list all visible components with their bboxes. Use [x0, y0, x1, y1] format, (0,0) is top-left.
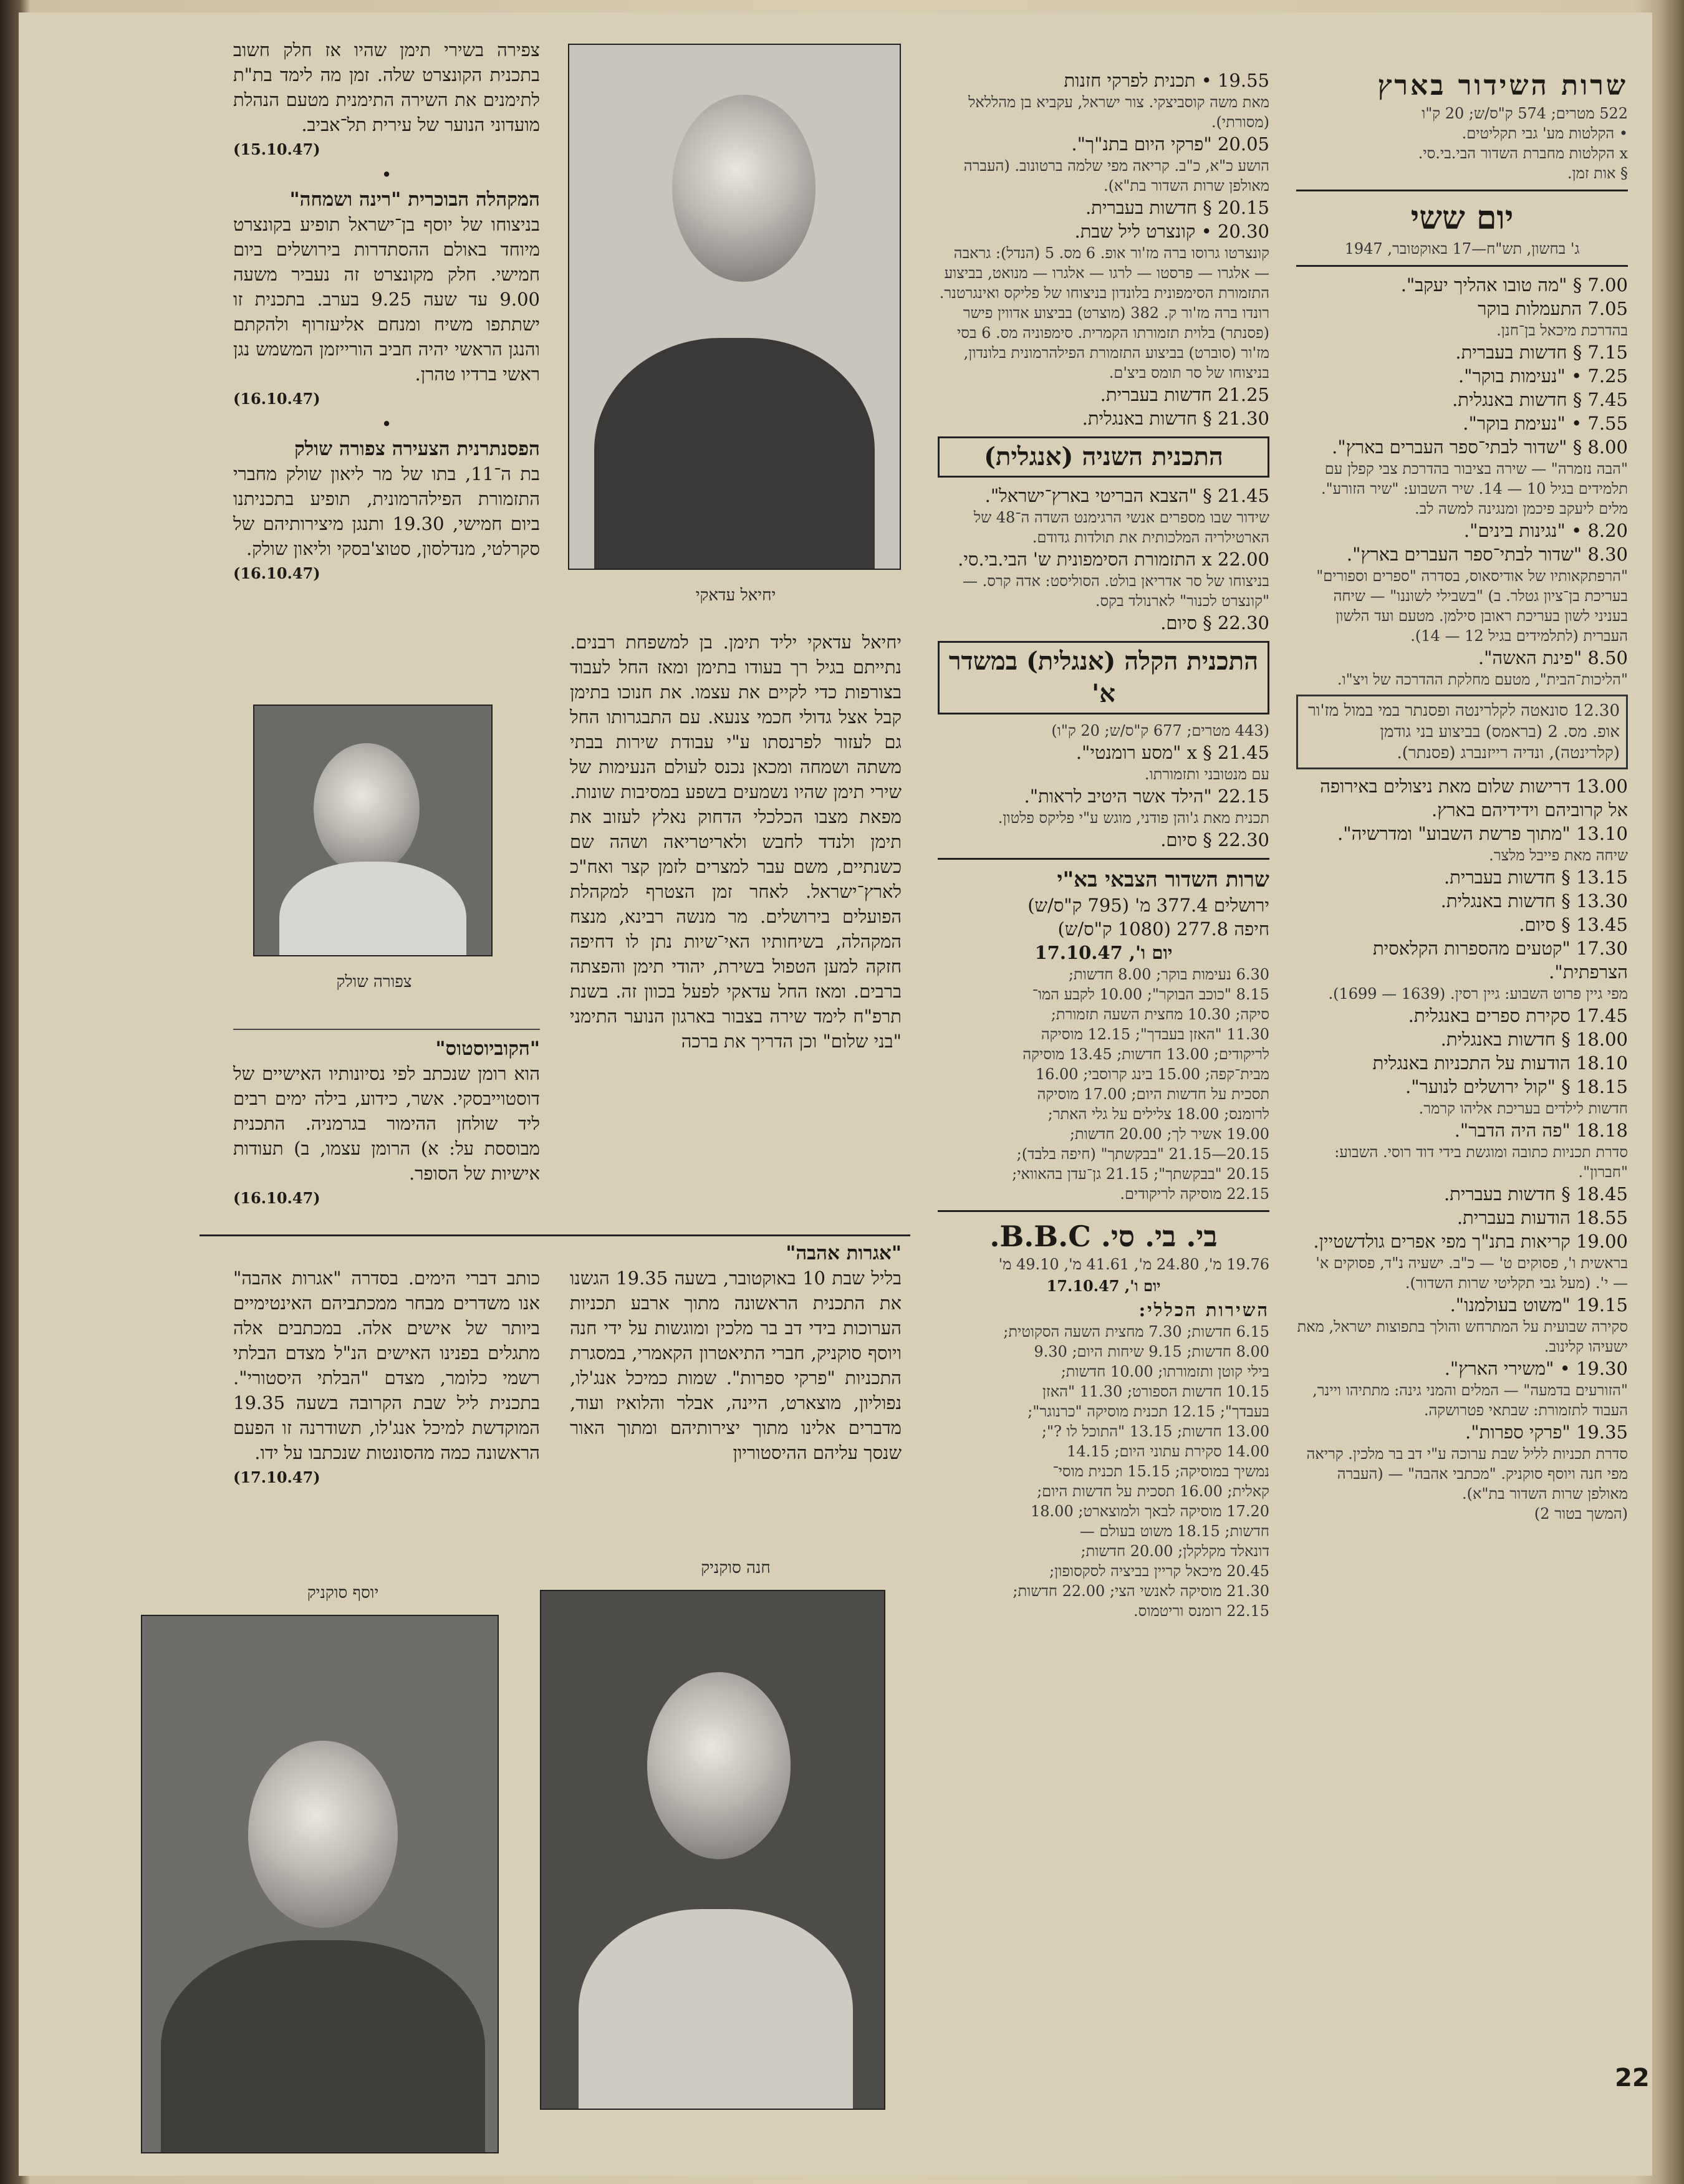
schedule-time: 21.30 — [1217, 408, 1269, 429]
portrait-photo-yehiel — [568, 44, 901, 570]
schedule-item — [1296, 388, 1628, 411]
schedule-item — [1296, 984, 1628, 1004]
schedule-time: 19.00 — [1576, 1231, 1628, 1252]
schedule-text: § סיום. — [1519, 914, 1576, 935]
schedule-text: • "נגינות בינים". — [1463, 520, 1588, 541]
schedule-text: § חדשות באנגלית. — [1440, 1029, 1576, 1050]
paragraph: בת ה־11, בתו של מר ליאון שולק מחברי התזמורת הפילהרמונית, תופיע בתכניתנו ביום חמישי, 19.30 ותנגן מיצירותיהם של סקרלטי, מנדלסון, סטוצ'בסקי וליאון שולק. — [233, 463, 540, 559]
schedule-text: חדשות לילדים בעריכת אליהו קרמר. — [1418, 1100, 1628, 1117]
schedule-text: § חדשות באנגלית. — [1452, 389, 1588, 410]
schedule-time: 22.00 — [1217, 549, 1269, 570]
schedule-item — [938, 406, 1269, 430]
schedule-line: קאלית; 16.00 תסכית על חדשות היום; — [1037, 1483, 1269, 1500]
divider — [938, 1210, 1269, 1212]
schedule-item — [938, 784, 1269, 808]
schedule-line: 20.15 "בבקשתך"; 21.15 גן־עדן בהאוואי; — [1012, 1165, 1269, 1183]
schedule-line: 10.15 חדשות הספורט; 11.30 "האזן — [1042, 1383, 1269, 1400]
second-program-title: התכנית השניה (אנגלית) — [938, 436, 1269, 478]
schedule-time: 22.30 — [1217, 829, 1269, 850]
schedule-item — [938, 547, 1269, 571]
bbc-schedule — [938, 1322, 1269, 1621]
paragraph-date: (15.10.47) — [233, 140, 320, 158]
schedule-text: "פה היה הדבר". — [1454, 1120, 1576, 1141]
schedule-item — [938, 611, 1269, 635]
schedule-text: הודעות בעברית. — [1456, 1207, 1576, 1228]
schedule-item — [1296, 1075, 1628, 1099]
schedule-text: "פרקי ספרות". — [1465, 1422, 1576, 1443]
schedule-line: 8.15 "כוכב הבוקר"; 10.00 לקבע המו־ — [1032, 986, 1269, 1003]
schedule-text: "הזורעים בדמעה" — המלים והמני גינה: מתתיהו ויינר, העבוד לתזמורת: שבתאי פטרושקה. — [1312, 1382, 1628, 1419]
schedule-time: 18.00 — [1576, 1029, 1628, 1050]
schedule-time: 7.05 — [1587, 298, 1628, 319]
schedule-line: 11.30 "האזן בעבדך"; 12.15 מוסיקה — [1041, 1026, 1269, 1043]
schedule-text: § חדשות בעברית. — [1443, 867, 1576, 888]
schedule-time: 18.55 — [1576, 1207, 1628, 1228]
schedule-text: שיחה מאת פייבל מלצר. — [1489, 847, 1628, 864]
schedule-text: • קונצרט ליל שבת. — [1074, 221, 1218, 242]
legend-line: • הקלטות מע' גבי תקליטים. — [1461, 125, 1628, 142]
schedule-item — [1296, 1253, 1628, 1293]
schedule-item — [938, 741, 1269, 764]
schedule-time: 21.45 — [1217, 742, 1269, 763]
schedule-line: מבית־קפה; 15.00 בינג קרוסבי; 16.00 — [1035, 1066, 1269, 1083]
schedule-text: • "משירי הארץ". — [1444, 1358, 1576, 1379]
paragraph: צפירה בשירי תימן שהיו אז חלק חשוב בתכנית הקונצרט שלה. זמן מה לימד בת"ת לתימנים את השירה התימנית מטעם הנהלת מועדוני הנוער של עירית תל־אביב. — [233, 39, 540, 135]
legend-line: § אות זמן. — [1567, 165, 1628, 182]
army-frequency: חיפה 277.8 (1080 ק"ס/ש) — [1057, 918, 1269, 940]
schedule-item — [1296, 435, 1628, 459]
schedule-text: תכנית מאת ג'והן פודני, מוגש ע"י פליקס פלטון. — [998, 809, 1269, 827]
schedule-line: סיקה; 10.30 מחצית השעה תזמורת; — [1051, 1006, 1269, 1023]
schedule-text: מפי גיין פרוט השבוע: גיין רסין. (1639 — 1699). — [1328, 985, 1628, 1003]
schedule-text: • תכנית לפרקי חזנות — [1064, 70, 1218, 91]
photo-caption: יוסף סוקניק — [307, 1584, 379, 1602]
schedule-line: 6.30 נעימות בוקר; 8.00 חדשות; — [1068, 966, 1269, 983]
schedule-time: 22.30 — [1217, 612, 1269, 633]
schedule-text: קריאות בתנ"ך מפי אפרים גולדשטיין. — [1313, 1231, 1576, 1252]
schedule-item — [1296, 646, 1628, 670]
highlight-box: 12.30 סונאטה לקלרינטה ופסנתר במי במול מז'ור אופ. מס. 2 (בראמס) בביצוע בני גודמן (קלרינטה), ונדיה רייזנברג (פסנתר). — [1296, 695, 1628, 769]
day-title: יום ששי — [1410, 199, 1514, 237]
light-frequency: (443 מטרים; 677 ק"ס/ש; 20 ק"ו) — [1051, 722, 1269, 739]
schedule-line: תסכית על חדשות היום; 17.00 מוסיקה — [1037, 1085, 1269, 1103]
bbc-date: יום ו', 17.10.47 — [1046, 1277, 1161, 1295]
schedule-time: 19.15 — [1576, 1294, 1628, 1316]
schedule-time: 19.35 — [1576, 1422, 1628, 1443]
paragraph-date: (16.10.47) — [233, 390, 320, 408]
schedule-item — [1296, 566, 1628, 646]
schedule-item — [1296, 459, 1628, 519]
paragraph-date: (16.10.47) — [233, 564, 320, 582]
schedule-time: 13.00 — [1576, 776, 1628, 797]
schedule-time: 18.18 — [1576, 1120, 1628, 1141]
army-schedule — [938, 965, 1269, 1204]
schedule-time: 17.30 — [1576, 938, 1628, 959]
frequency-line: 522 מטרים; 574 ק"ס/ש; 20 ק"ו — [1422, 105, 1628, 122]
schedule-item — [1296, 297, 1628, 320]
schedule-text: עם מנטובני ותזמורתו. — [1144, 766, 1269, 783]
schedule-item — [938, 219, 1269, 243]
light-program-title: התכנית הקלה (אנגלית) במשדר א' — [938, 641, 1269, 714]
schedule-time: 8.50 — [1587, 647, 1628, 668]
schedule-text: חדשות בעברית. — [1100, 384, 1218, 405]
portrait-photo-tzipora — [253, 705, 493, 956]
schedule-time: 7.25 — [1587, 365, 1628, 387]
schedule-time: 21.25 — [1217, 384, 1269, 405]
schedule-time: 13.10 — [1576, 823, 1628, 844]
schedule-line: 20.45 מיכאל קריין בביציה לסקסופון; — [1049, 1562, 1269, 1580]
bbc-frequency: 19.76 מ', 24.80 מ', 41.61 מ', 49.10 מ' — [998, 1256, 1269, 1273]
schedule-item — [1296, 1099, 1628, 1118]
heading: • — [381, 164, 392, 185]
schedule-item — [1296, 1027, 1628, 1051]
schedule-item — [1296, 822, 1628, 845]
schedule-item — [1296, 670, 1628, 690]
schedule-line: 20.15—21.15 "בבקשתך" (חיפה בלבד); — [1016, 1145, 1269, 1163]
portrait-photo-yosef — [141, 1615, 499, 2153]
schedule-text: § x "מסע רומנטי". — [1075, 742, 1218, 763]
paragraph-date: (17.10.47) — [233, 1468, 320, 1486]
schedule-line: 19.00 אשיר לך; 20.00 חדשות; — [1069, 1125, 1269, 1143]
schedule-item — [1296, 1051, 1628, 1075]
schedule-text: "הבה נזמרה" — שירה בציבור בהדרכת צבי קפלן עם תלמידים בגיל 10 — 14. שיר השבוע: "שיר הזורע". מלים ליעקב פיכמן ומנגינה למשה לב. — [1321, 460, 1628, 517]
schedule-text: מאת משה קוסביצקי. צור ישראל, עקביא בן מהללאל (מסורתי). — [968, 94, 1269, 131]
schedule-time: 13.45 — [1576, 914, 1628, 935]
paragraph: בליל שבת 10 באוקטובר, בשעה 19.35 הגשנו את התכנית הראשונה מתוך ארבע תכניות הערוכות בידי דב בר מלכין ומוגשות על ידי חנה ויוסף סוקניק, חברי התיאטרון הקאמרי, במסגרת התכניות "פרקי ספרות". שמות כמיכל אנג'לו, נפוליון, מוצארט, היינה, אבלר והלואיז ועוד, מדברים אלינו מתוך יצירותיהם ומתוך האור שנסך עליהם ההיסטוריון — [570, 1268, 902, 1463]
schedule-time: 22.15 — [1217, 786, 1269, 807]
schedule-item — [938, 383, 1269, 406]
schedule-text: (המשך בטור 2) — [1534, 1505, 1628, 1523]
paragraph: בניצוחו של יוסף בן־ישראל תופיע בקונצרט מיוחד באולם ההסתדרות בירושלים ביום חמישי. חלק מקונצרט זה נעביר משעה 9.00 עד שעה 9.25 בערב. בתכנית זו ישתתפו משיח ומנחם אליעזרוף ולהקתם והנגן הראשי יהיה חביב הורייזמן המשמש נגן ראשי ברדיו טהרן. — [233, 214, 540, 385]
schedule-item — [938, 156, 1269, 196]
schedule-time: 18.45 — [1576, 1183, 1628, 1205]
divider — [1296, 190, 1628, 191]
schedule-column-main — [1287, 69, 1637, 1524]
news-column — [224, 37, 549, 586]
schedule-time: 21.45 — [1217, 485, 1269, 506]
schedule-item — [1296, 889, 1628, 913]
schedule-text: "קטעים מהספרות הקלאסית הצרפתית". — [1372, 938, 1628, 983]
schedule-text: § "מה טובו אהליך יעקב". — [1400, 274, 1588, 296]
schedule-text: "פרקי היום בתנ"ך". — [1071, 133, 1218, 155]
schedule-list — [1296, 774, 1628, 1524]
schedule-item — [1296, 774, 1628, 822]
photo-caption: צפורה שולק — [336, 973, 412, 991]
schedule-item — [938, 92, 1269, 132]
schedule-item — [938, 484, 1269, 508]
photo-caption: יחיאל עדאקי — [695, 586, 776, 605]
portrait-photo-hana — [540, 1590, 885, 2110]
divider — [200, 1234, 910, 1236]
schedule-time: 8.20 — [1587, 520, 1628, 541]
schedule-text: § "הצבא הבריטי בארץ־ישראל". — [984, 485, 1218, 506]
schedule-text: סדרת תכניות לליל שבת ערוכה ע"י דב בר מלכין. קריאה מפי חנה ויוסף סוקניק. "מכתבי אהבה" — (העברה מאולפן שרות השדור בת"א). — [1306, 1445, 1628, 1503]
schedule-time: 20.05 — [1217, 133, 1269, 155]
schedule-text: "הרפתקאותיו של אודיסאוס, בסדרה "ספרים וספורים" בעריכת בן־ציון גטלר. ב) "בשבילי לשוננו" — שיחה בעניני לשון בעריכת ראובן סילמן. מטעם ועד הלשון העברית (לתלמידים בגיל 12 — 14). — [1316, 567, 1628, 645]
schedule-time: 13.15 — [1576, 867, 1628, 888]
schedule-item — [938, 508, 1269, 547]
army-frequency: ירושלים 377.4 מ' (795 ק"ס/ש) — [1027, 895, 1269, 916]
schedule-line: בילי קוטן ותזמורתו; 10.00 חדשות; — [1061, 1363, 1269, 1380]
schedule-line: 17.20 מוסיקה לבאך ולמוצארט; 18.00 — [1031, 1503, 1269, 1520]
schedule-item — [1296, 1420, 1628, 1444]
schedule-text: "הילד אשר היטיב לראות". — [1024, 786, 1218, 807]
schedule-item — [1296, 273, 1628, 297]
schedule-line: 21.30 מוסיקה לאנשי הצי; 22.00 חדשות; — [1013, 1582, 1269, 1600]
divider — [938, 858, 1269, 860]
schedule-item — [1296, 1357, 1628, 1380]
schedule-text: סקירת ספרים באנגלית. — [1408, 1005, 1576, 1026]
schedule-line: 14.00 סקירת עתוני היום; 14.15 — [1067, 1443, 1269, 1460]
heading: "הקוביוסטוס" — [435, 1037, 540, 1060]
schedule-text: "שדור לבתי־ספר העברים בארץ". — [1346, 544, 1588, 565]
schedule-list — [938, 69, 1269, 430]
schedule-item — [1296, 364, 1628, 388]
schedule-text: בראשית ו', פסוקים ט' — כ"ב. ישעיה נ"ד, פסוקים א' — י'. (מעל גבי תקליטי שרות השדור). — [1316, 1254, 1628, 1292]
schedule-time: 19.30 — [1576, 1358, 1628, 1379]
schedule-line: 22.15 מוסיקה לריקודים. — [1120, 1185, 1269, 1203]
schedule-item — [1296, 1317, 1628, 1357]
schedule-line: לריקודים; 13.00 חדשות; 13.45 מוסיקה — [1022, 1046, 1269, 1063]
schedule-item — [938, 808, 1269, 828]
bbc-subtitle: השירות הכללי: — [1138, 1299, 1269, 1321]
divider — [233, 1029, 540, 1030]
page-number: 22 — [1615, 2064, 1650, 2092]
schedule-text: הודעות על התכניות באנגלית — [1372, 1052, 1576, 1074]
schedule-item — [1296, 542, 1628, 566]
schedule-time: 20.15 — [1217, 197, 1269, 218]
schedule-line: 13.00 חדשות; 13.15 "התוכל לו ?"; — [1041, 1423, 1269, 1440]
heading: "אגרות אהבה" — [786, 1242, 902, 1264]
schedule-list — [938, 484, 1269, 635]
schedule-item — [938, 764, 1269, 784]
schedule-time: 7.00 — [1587, 274, 1628, 296]
schedule-text: § חדשות בעברית. — [1085, 197, 1218, 218]
schedule-item — [938, 69, 1269, 92]
schedule-item — [1296, 411, 1628, 435]
schedule-line: חדשות; 18.15 משוט בעולם — — [1079, 1523, 1269, 1540]
section-title: שרות השידור בארץ — [1377, 70, 1628, 102]
heading: • — [381, 413, 392, 435]
schedule-text: דרישות שלום מאת ניצולים באירופה אל קרוביהם וידידיהם בארץ. — [1320, 776, 1628, 820]
schedule-text: • "נעימת בוקר". — [1463, 413, 1588, 434]
photo-caption: חנה סוקניק — [701, 1559, 771, 1577]
schedule-text: § חדשות באנגלית. — [1082, 408, 1218, 429]
schedule-item — [1296, 519, 1628, 542]
divider — [1296, 265, 1628, 267]
schedule-time: 13.30 — [1576, 890, 1628, 912]
schedule-item — [1296, 1142, 1628, 1182]
paragraph: הוא רומן שנכתב לפי נסיונותיו האישיים של דוסטוייבסקי. אשר, כידוע, בילה ימים רבים ליד שולחן ההימור בגרמניה. התכנית מבוססת על: א) הרומן עצמו, ב) תעודות אישיות של הסופר. — [233, 1063, 540, 1184]
schedule-line: בעבדך"; 12.15 תכנית מוסיקה "כרנוגר"; — [1027, 1403, 1269, 1420]
bbc-title: בי. בי. סי. B.B.C. — [989, 1219, 1218, 1253]
schedule-text: סדרת תכניות כתובה ומוגשת בידי דוד רוסי. השבוע: "חברון". — [1334, 1143, 1628, 1181]
schedule-list — [938, 741, 1269, 852]
army-service-title: שרות השדור הצבאי בא"י — [1057, 867, 1269, 892]
paragraph-date: (16.10.47) — [233, 1189, 320, 1207]
heading: המקהלה הבוכרית "רינה ושמחה" — [289, 188, 540, 211]
schedule-item — [1296, 936, 1628, 984]
schedule-text: § "שדור לבתי־ספר העברים בארץ". — [1332, 436, 1588, 458]
schedule-time: 7.15 — [1587, 342, 1628, 363]
schedule-item — [1296, 1118, 1628, 1142]
schedule-text: § חדשות בעברית. — [1455, 342, 1588, 363]
schedule-text: § חדשות בעברית. — [1443, 1183, 1576, 1205]
schedule-time: 18.10 — [1576, 1052, 1628, 1074]
schedule-time: 8.00 — [1587, 436, 1628, 458]
schedule-item — [1296, 1182, 1628, 1206]
schedule-text: הושע כ"א, כ"ב. קריאה מפי שלמה ברטונוב. (העברה מאולפן שרות השדור בת"א). — [963, 157, 1269, 195]
schedule-time: 8.30 — [1587, 544, 1628, 565]
schedule-text: התעמלות בוקר — [1478, 298, 1588, 319]
schedule-item — [938, 828, 1269, 852]
schedule-text: § חדשות באנגלית. — [1440, 890, 1576, 912]
schedule-time: 20.30 — [1217, 221, 1269, 242]
schedule-line: 8.00 חדשות; 9.15 שיחות היום; 9.30 — [1034, 1343, 1269, 1360]
schedule-item — [1296, 913, 1628, 936]
paragraph: כותב דברי הימים. בסדרה "אגרות אהבה" אנו משדרים מבחר ממכתביהם האינטימיים ביותר של אישים אלה. במכתבים אלה מתגלים בפנינו האישים הנ"ל מצדם הבלתי רשמי כלומר, מצדם "הבלתי היסטורי". בתכנית ליל שבת הקרובה בשעה 19.35 המוקדשת למיכל אנג'לו, תשודרנה זו הפעם הראשונה כמה מהסונטות שנכתבו על ידו. — [233, 1268, 540, 1463]
schedule-item — [938, 243, 1269, 383]
schedule-text: § סיום. — [1160, 612, 1218, 633]
schedule-item — [938, 132, 1269, 156]
schedule-item — [1296, 320, 1628, 340]
schedule-text: • "נעימות בוקר". — [1458, 365, 1588, 387]
schedule-item — [1296, 340, 1628, 364]
schedule-item — [1296, 1206, 1628, 1229]
article-column: יחיאל עדאקי יליד תימן. בן למשפחת רבנים. נתייתם בגיל רך בעודו בתימן ומאז החל לעבוד בצורפות כדי לקיים את עצמו. את חנוכו בתימן קבל אצל גדולי חכמי צנעא. עם התבגרותו החל גם לעזור לפרנסתו ע"י עבודת שירות בבתי משתה ושמחה ומכאן נכנס לעולם הנעימות של שירי תימן שהיו נשמעים בשפע במסיבות שונות. מפאת מצבו הכלכלי הדחוק נאלץ לעזוב את תימן ולנדד לחבש ולאריטריאה ושהה שם כשנתיים, משם עבר למצרים לזמן קצר ואח"כ לארץ־ישראל. לאחר זמן הצטרף למקהלת הפועלים בירושלים. מר מנשה רבינא, מנצח המקהלה, בשיחותיו האי־שיות נתן לו דחיפה חזקה למען הטפול בשירת, יהודי תימן והפצתה ברבים. ומאז החל עדאקי לפעל בכוון זה. בשנת תרפ"ח לימד שירה בצבור בארגון הנוער התימני "בני שלום" וכן הדריך את ברכה — [570, 632, 902, 1052]
schedule-text: "מתוך פרשת השבוע" ומדרשיה". — [1337, 823, 1576, 844]
magazine-page — [19, 12, 1652, 2176]
schedule-text: § סיום. — [1160, 829, 1218, 850]
schedule-text: x התזמורת הסימפונית ש' הבי.בי.סי. — [958, 549, 1218, 570]
schedule-item — [938, 196, 1269, 219]
legend-line: x הקלטות מחברת השדור הבי.בי.סי. — [1418, 145, 1628, 162]
schedule-text: "פינת האשה". — [1478, 647, 1588, 668]
day-date: ג' בחשון, תש"ח—17 באוקטובר, 1947 — [1344, 240, 1580, 257]
schedule-line: דונאלד מקלקלן; 20.00 חדשות; — [1080, 1542, 1269, 1560]
schedule-line: נמשיך במוסיקה; 15.15 תכנית מוסי־ — [1052, 1463, 1269, 1480]
schedule-item — [1296, 1293, 1628, 1317]
schedule-text: בהדרכת מיכאל בן־חנן. — [1496, 322, 1628, 339]
news-column — [224, 1022, 549, 1211]
schedule-time: 18.15 — [1576, 1076, 1628, 1097]
schedule-line: לרומנס; 18.00 צלילים על גלי האתר; — [1047, 1105, 1269, 1123]
schedule-text: קונצרטו גרוסו ברה מז'ור אופ. 6 מס. 5 (הנדל): גראבה — אלגרו — פרסטו — לרגו — אלגרו — מנואט, בביצוע התזמורת הסימפונית בלונדון בניצוחו של פליקס ואינגרטנר. רונדו ברה מז'ור ק. 382 (מוצרט) בביצוע אדווין פישר (פסנתר) בלוית תזמורתו הקמרית. סימפוניה מס. 6 בסי מז'ור (סוברט) בביצוע התזמורת הפילהרמונית בלונדון, בניצוחו של סר תומס ביצ'ם. — [939, 244, 1269, 382]
heading: הפסנתרנית הצעירה צפורה שולק — [294, 438, 540, 460]
army-date: יום ו', 17.10.47 — [1034, 942, 1173, 963]
schedule-time: 7.45 — [1587, 389, 1628, 410]
schedule-line: 6.15 חדשות; 7.30 מחצית השעה הסקוטית; — [1003, 1323, 1269, 1340]
schedule-item — [1296, 1380, 1628, 1420]
love-letters-article — [561, 1241, 910, 1465]
schedule-item — [1296, 1229, 1628, 1253]
schedule-column-second — [929, 69, 1278, 1621]
schedule-text: בניצוחו של סר אדריאן בולט. הסוליסט: אדה קרס. — "קונצרט לכנור" לארנולד בקס. — [962, 572, 1269, 610]
schedule-line: 22.15 רומנס וריטמוס. — [1133, 1602, 1269, 1620]
schedule-text: "משוט בעולמנו". — [1450, 1294, 1576, 1316]
schedule-list — [1296, 273, 1628, 690]
love-letters-article-cont — [224, 1266, 549, 1490]
schedule-time: 7.55 — [1587, 413, 1628, 434]
schedule-text: סקירה שבועית על המתרחש והולך בתפוצות ישראל, מאת ישעיהו קלינוב. — [1297, 1318, 1628, 1355]
schedule-item — [1296, 845, 1628, 865]
schedule-item — [1296, 1004, 1628, 1027]
schedule-item — [1296, 865, 1628, 889]
schedule-time: 17.45 — [1576, 1005, 1628, 1026]
schedule-item — [1296, 1504, 1628, 1524]
schedule-item — [1296, 1444, 1628, 1504]
schedule-time: 19.55 — [1217, 70, 1269, 91]
schedule-text: שידור שבו מספרים אנשי הרגימנט השדה ה־48 של הארטילריה המלכותית את תולדות גדודם. — [973, 509, 1269, 546]
schedule-text: § "קול ירושלים לנוער". — [1405, 1076, 1576, 1097]
schedule-item — [938, 571, 1269, 611]
schedule-text: "הליכות־הבית", מטעם מחלקת ההדרכה של ויצ"ו. — [1337, 671, 1628, 688]
